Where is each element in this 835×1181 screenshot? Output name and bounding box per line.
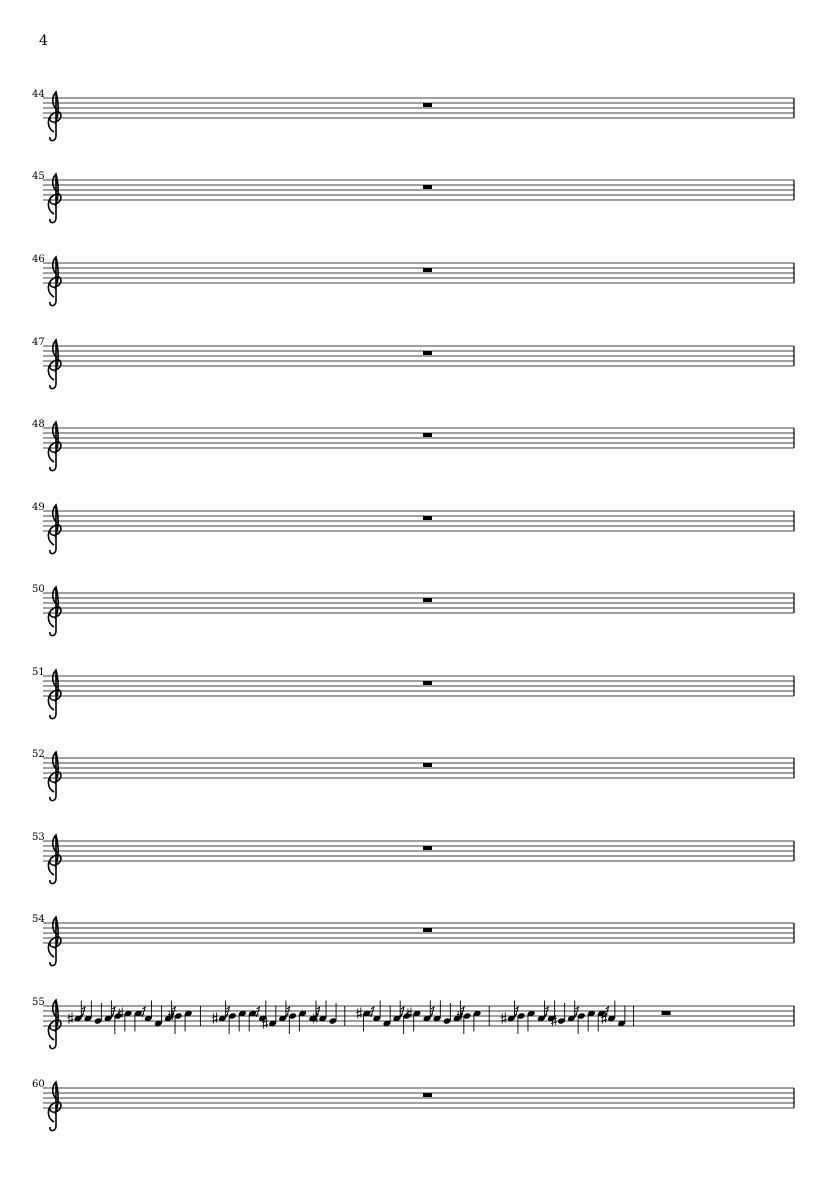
multi-measure-rest bbox=[423, 846, 432, 850]
staff-system-52 bbox=[32, 749, 794, 801]
sixteenth-rest bbox=[110, 1007, 115, 1017]
measure-number: 47 bbox=[32, 337, 45, 348]
multi-measure-rest bbox=[423, 185, 432, 189]
sixteenth-rest bbox=[80, 1007, 85, 1017]
staff-system-47 bbox=[32, 337, 794, 389]
staff-system-53 bbox=[32, 832, 794, 884]
measure-number: 50 bbox=[32, 584, 45, 595]
measure-number: 48 bbox=[32, 419, 45, 430]
sixteenth-rest bbox=[170, 1007, 175, 1017]
sixteenth-rest bbox=[315, 1007, 320, 1017]
treble-clef-icon bbox=[48, 174, 61, 223]
measure-number: 44 bbox=[32, 89, 45, 100]
staff-system-48 bbox=[32, 419, 794, 471]
measure-number: 54 bbox=[32, 914, 45, 925]
sharp-accidental bbox=[356, 1008, 362, 1019]
measure-number: 53 bbox=[32, 832, 45, 843]
staff-system-49 bbox=[32, 502, 794, 554]
staff-system-50 bbox=[32, 584, 794, 636]
multi-measure-rest bbox=[423, 103, 432, 107]
sharp-accidental bbox=[501, 1013, 507, 1024]
multi-measure-rest bbox=[423, 351, 432, 355]
sharp-accidental bbox=[212, 1013, 218, 1024]
treble-clef-icon bbox=[48, 92, 61, 141]
treble-clef-icon bbox=[48, 587, 61, 636]
sharp-accidental bbox=[68, 1013, 74, 1024]
staff-system-55 bbox=[32, 997, 794, 1049]
treble-clef-icon bbox=[48, 505, 61, 554]
staff-system-54 bbox=[32, 914, 794, 966]
measure-number: 45 bbox=[32, 171, 45, 182]
sixteenth-rest bbox=[399, 1007, 404, 1017]
multi-measure-rest bbox=[423, 598, 432, 602]
multi-measure-rest bbox=[423, 433, 432, 437]
treble-clef-icon bbox=[48, 1082, 61, 1131]
treble-clef-icon bbox=[48, 1000, 61, 1049]
multi-measure-rest bbox=[423, 516, 432, 520]
staff-system-44 bbox=[32, 89, 794, 141]
sixteenth-rest bbox=[459, 1007, 464, 1017]
sixteenth-rest bbox=[513, 1007, 518, 1017]
sixteenth-rest bbox=[285, 1007, 290, 1017]
measure-number: 55 bbox=[32, 997, 45, 1008]
measure-number: 51 bbox=[32, 667, 45, 678]
staff-system-60 bbox=[32, 1079, 794, 1131]
measure-number: 60 bbox=[32, 1079, 45, 1090]
staff-system-45 bbox=[32, 171, 794, 223]
page-number: 4 bbox=[39, 33, 48, 49]
multi-measure-rest bbox=[423, 928, 432, 932]
staff-system-51 bbox=[32, 667, 794, 719]
measure-number: 52 bbox=[32, 749, 45, 760]
multi-measure-rest bbox=[423, 268, 432, 272]
sixteenth-rest bbox=[573, 1007, 578, 1017]
measure-number: 46 bbox=[32, 254, 45, 265]
staff-system-46 bbox=[32, 254, 794, 306]
multi-measure-rest bbox=[423, 763, 432, 767]
treble-clef-icon bbox=[48, 752, 61, 801]
multi-measure-rest bbox=[423, 681, 432, 685]
multi-measure-rest bbox=[662, 1011, 671, 1015]
treble-clef-icon bbox=[48, 257, 61, 306]
treble-clef-icon bbox=[48, 835, 61, 884]
multi-measure-rest bbox=[423, 1093, 432, 1097]
sixteenth-rest bbox=[543, 1007, 548, 1017]
treble-clef-icon bbox=[48, 422, 61, 471]
sixteenth-rest bbox=[429, 1007, 434, 1017]
measure-number: 49 bbox=[32, 502, 45, 513]
treble-clef-icon bbox=[48, 340, 61, 389]
treble-clef-icon bbox=[48, 917, 61, 966]
treble-clef-icon bbox=[48, 670, 61, 719]
sixteenth-rest bbox=[224, 1007, 229, 1017]
